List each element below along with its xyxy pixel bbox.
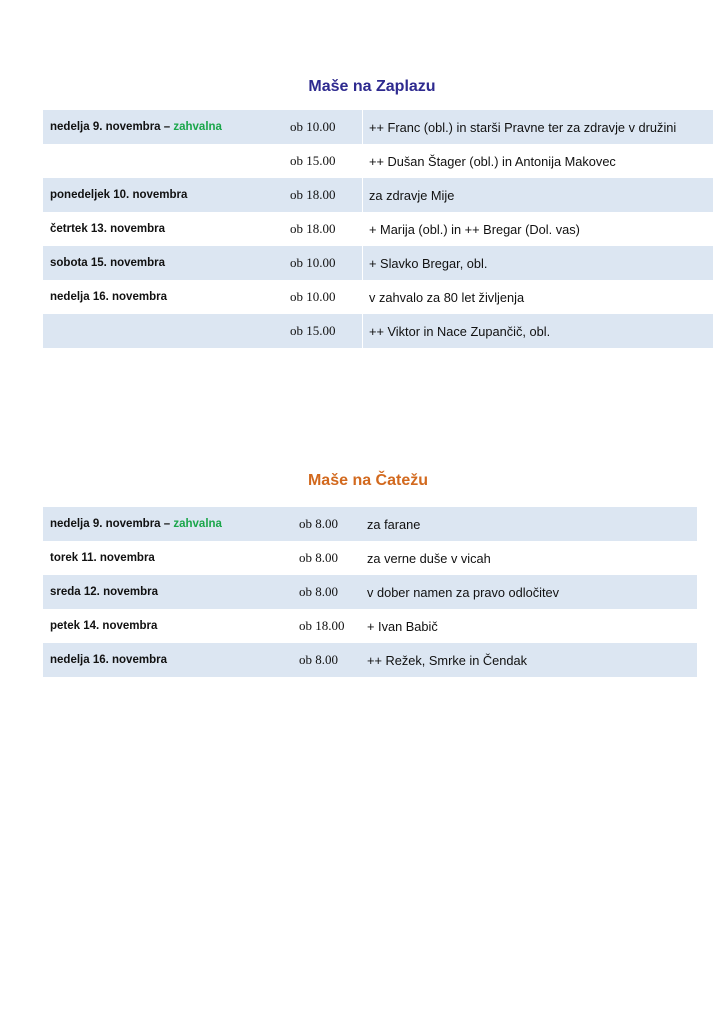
schedule-row bbox=[43, 609, 697, 643]
day-label: ponedeljek 10. novembra bbox=[50, 189, 188, 201]
mass-time: ob 10.00 bbox=[290, 289, 336, 304]
day-cell bbox=[43, 507, 286, 541]
schedule-row bbox=[43, 541, 697, 575]
mass-time: ob 10.00 bbox=[278, 110, 363, 144]
mass-time: ob 8.00 bbox=[299, 550, 338, 565]
zaplaz-schedule bbox=[43, 110, 713, 348]
mass-intention: ++ Viktor in Nace Zupančič, obl. bbox=[363, 314, 714, 348]
mass-intention: ++ Franc (obl.) in starši Pravne ter za zdravje v družini bbox=[363, 110, 714, 144]
mass-intention: + Ivan Babič bbox=[367, 618, 438, 634]
mass-intention: za zdravje Mije bbox=[363, 178, 714, 212]
mass-time: ob 15.00 bbox=[278, 314, 363, 348]
mass-time: ob 18.00 bbox=[278, 178, 363, 212]
schedule-row bbox=[43, 314, 713, 348]
schedule-row bbox=[43, 110, 713, 144]
day-cell bbox=[43, 280, 278, 314]
mass-intention: za farane bbox=[367, 507, 697, 541]
mass-intention: za verne duše v vicah bbox=[367, 550, 491, 566]
mass-time: ob 15.00 bbox=[290, 153, 336, 168]
day-label: četrtek 13. novembra bbox=[50, 223, 166, 235]
mass-time: ob 10.00 bbox=[278, 246, 363, 280]
day-cell bbox=[43, 178, 278, 212]
day-cell bbox=[43, 246, 278, 280]
day-cell bbox=[43, 212, 278, 246]
mass-time: ob 8.00 bbox=[286, 507, 367, 541]
day-cell bbox=[43, 575, 286, 609]
schedule-row bbox=[43, 575, 697, 609]
day-cell bbox=[43, 110, 278, 144]
mass-time: ob 18.00 bbox=[290, 221, 336, 236]
day-label: sreda 12. novembra bbox=[50, 586, 159, 598]
schedule-row bbox=[43, 212, 713, 246]
catez-title: Maše na Čatežu bbox=[307, 472, 429, 489]
schedule-row bbox=[43, 144, 713, 178]
day-label: sobota 15. novembra bbox=[50, 257, 166, 269]
schedule-row bbox=[43, 643, 697, 677]
day-label: nedelja 9. novembra – bbox=[50, 518, 174, 530]
schedule-row bbox=[43, 280, 713, 314]
schedule-row bbox=[43, 246, 713, 280]
catez-table bbox=[43, 507, 697, 677]
day-label: nedelja 16. novembra bbox=[50, 291, 167, 303]
mass-time: ob 18.00 bbox=[299, 618, 345, 633]
mass-intention: ++ Dušan Štager (obl.) in Antonija Makovec bbox=[363, 144, 714, 178]
day-cell bbox=[43, 609, 286, 643]
mass-intention: v dober namen za pravo odločitev bbox=[367, 575, 697, 609]
day-label: torek 11. novembra bbox=[50, 552, 155, 564]
day-label: petek 14. novembra bbox=[50, 620, 158, 632]
day-cell bbox=[43, 541, 286, 575]
schedule-row bbox=[43, 178, 713, 212]
schedule-row bbox=[43, 507, 697, 541]
zaplaz-table bbox=[43, 110, 713, 348]
feast-label: zahvalna bbox=[173, 121, 222, 133]
day-cell bbox=[43, 643, 286, 677]
mass-time: ob 8.00 bbox=[286, 575, 367, 609]
zaplaz-title: Maše na Zaplazu bbox=[308, 78, 436, 95]
mass-intention: ++ Režek, Smrke in Čendak bbox=[367, 643, 697, 677]
feast-label: zahvalna bbox=[173, 518, 222, 530]
catez-schedule bbox=[43, 507, 697, 677]
day-label: nedelja 9. novembra – bbox=[50, 121, 174, 133]
mass-intention: + Slavko Bregar, obl. bbox=[363, 246, 714, 280]
day-cell bbox=[43, 144, 278, 178]
day-cell bbox=[43, 314, 278, 348]
mass-intention: v zahvalo za 80 let življenja bbox=[363, 280, 714, 314]
mass-intention: + Marija (obl.) in ++ Bregar (Dol. vas) bbox=[363, 212, 714, 246]
mass-time: ob 8.00 bbox=[286, 643, 367, 677]
day-label: nedelja 16. novembra bbox=[50, 654, 167, 666]
